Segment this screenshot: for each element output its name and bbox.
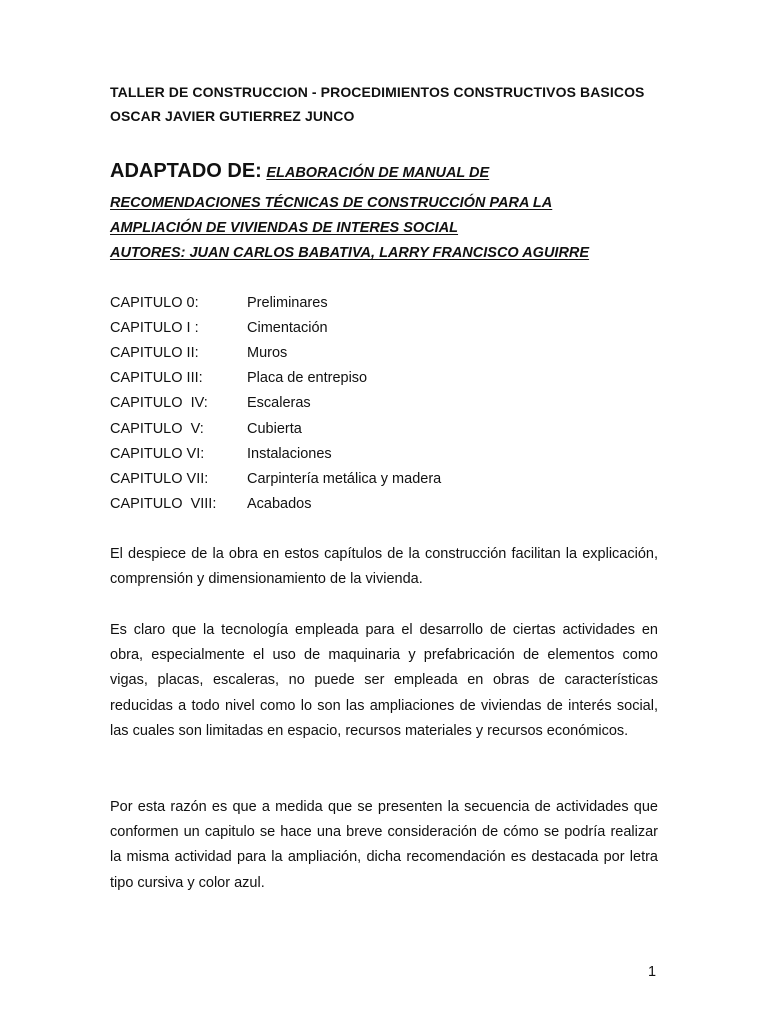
chapter-number: CAPITULO III: xyxy=(110,370,203,386)
body-paragraph: Por esta razón es que a medida que se presenten la secuencia de actividades que conformen un capitulo se hace una breve consideración de cómo se podría realizar la misma actividad para la ampliación, dicha recomendación es destacada por letra tipo cursiva y color azul. xyxy=(110,799,658,891)
chapter-number: CAPITULO IV: xyxy=(110,395,208,411)
chapter-title: Carpintería metálica y madera xyxy=(247,471,442,487)
source-title-line-2: RECOMENDACIONES TÉCNICAS DE CONSTRUCCIÓN PARA LA xyxy=(110,195,553,211)
chapter-number: CAPITULO II: xyxy=(110,345,199,361)
source-title-line-3: AMPLIACIÓN DE VIVIENDAS DE INTERES SOCIAL xyxy=(110,220,459,236)
chapter-title: Preliminares xyxy=(247,295,328,311)
chapter-number: CAPITULO I : xyxy=(110,320,199,336)
chapter-number: CAPITULO 0: xyxy=(110,295,199,311)
chapter-number: CAPITULO V: xyxy=(110,421,204,437)
chapter-number: CAPITULO VII: xyxy=(110,471,209,487)
chapter-title: Escaleras xyxy=(247,395,311,411)
chapter-title: Muros xyxy=(247,345,288,361)
page-number: 1 xyxy=(648,964,657,980)
chapter-title: Placa de entrepiso xyxy=(247,370,368,386)
source-authors: AUTORES: JUAN CARLOS BABATIVA, LARRY FRANCISCO AGUIRRE xyxy=(110,245,590,261)
chapter-title: Cubierta xyxy=(247,421,302,437)
chapter-title: Acabados xyxy=(247,496,312,512)
body-paragraph: El despiece de la obra en estos capítulos de la construcción facilitan la explicación, comprensión y dimensionamiento de la vivienda. xyxy=(110,546,658,588)
adapted-from-label: ADAPTADO DE: xyxy=(110,160,262,182)
source-title-line-1: ELABORACIÓN DE MANUAL DE xyxy=(266,165,490,181)
chapter-title: Cimentación xyxy=(247,320,328,336)
course-title: TALLER DE CONSTRUCCION - PROCEDIMIENTOS CONSTRUCTIVOS BASICOS xyxy=(110,84,645,100)
chapter-number: CAPITULO VIII: xyxy=(110,496,217,512)
chapter-title: Instalaciones xyxy=(247,446,332,462)
chapter-number: CAPITULO VI: xyxy=(110,446,205,462)
author-name: OSCAR JAVIER GUTIERREZ JUNCO xyxy=(110,108,355,124)
body-paragraph: Es claro que la tecnología empleada para el desarrollo de ciertas actividades en obra, especialmente el uso de maquinaria y prefabricación de elementos como vigas, placas, escaleras, no puede ser empleada en obras de características reducidas a todo nivel como lo son las ampliaciones de viviendas de interés social, las cuales son limitadas en espacio, recursos materiales y recursos económicos. xyxy=(110,622,658,739)
adapted-from-line xyxy=(110,160,489,183)
